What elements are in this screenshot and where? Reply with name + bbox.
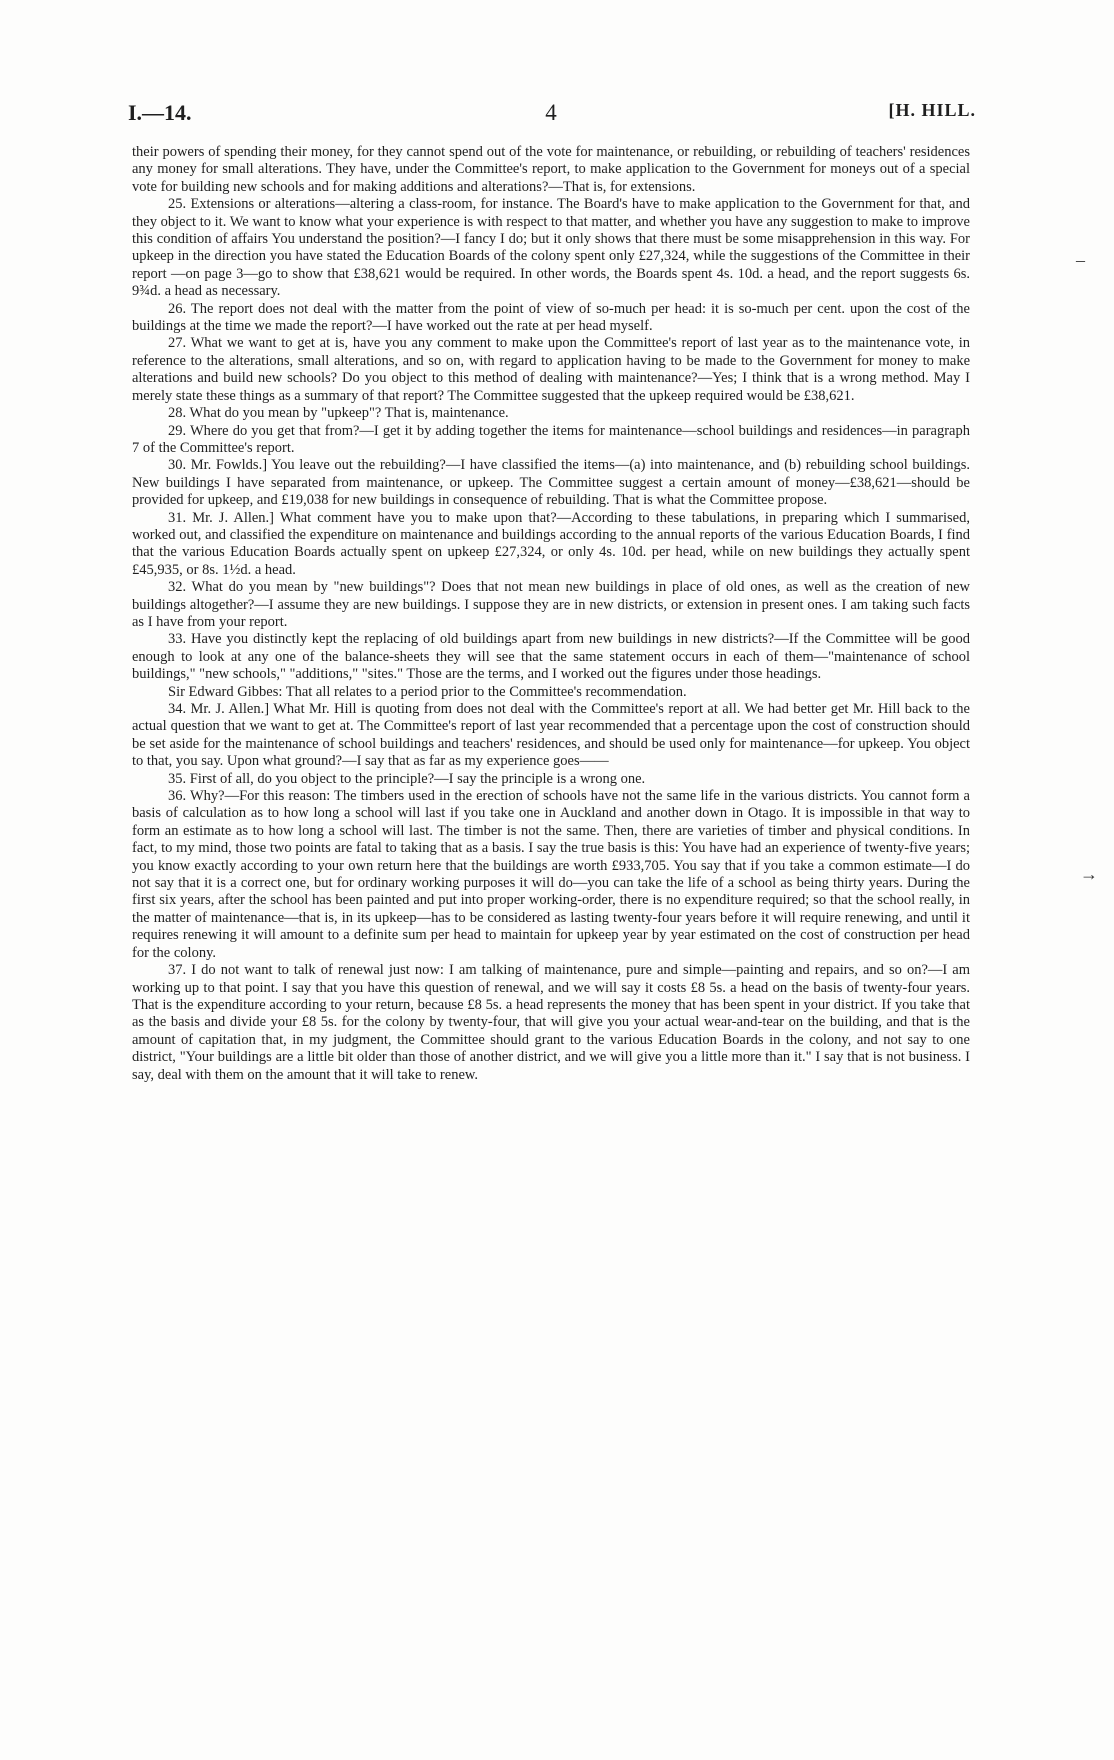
paragraph-33: 33. Have you distinctly kept the replacing of old buildings apart from new buildings in new districts?—If the Committee will be good enough to look at any one of the balance-sheets they will see that the same statement occurs in each of them—"maintenance of school buildings," "new schools," "additions," "sites." Those are the terms, and I worked out the figures under those headings. <box>132 631 970 683</box>
paragraph-29: 29. Where do you get that from?—I get it by adding together the items for maintenance—school buildings and residences—in paragraph 7 of the Committee's report. <box>132 422 970 456</box>
paragraph-34: 34. Mr. J. Allen.] What Mr. Hill is quoting from does not deal with the Committee's report at all. We had better get Mr. Hill back to the actual question that we want to get at. The Committee's report of last year recommended that a percentage upon the cost of construction should be set aside for the maintenance of school buildings and teachers' residences, and should be used only for maintenance—for upkeep. You object to that, you say. Upon what ground?—I say that as far as my experience goes—— <box>132 701 970 770</box>
paragraph-28: 28. What do you mean by "upkeep"? That is, maintenance. <box>168 405 509 422</box>
paragraph-30: 30. Mr. Fowlds.] You leave out the rebuilding?—I have classified the items—(a) into maintenance, and (b) rebuilding school buildings. New buildings I have separated from maintenance, or upkeep. The Committee suggest a certain amount of money—£38,621—should be provided for upkeep, and £19,038 for new buildings in consequence of rebuilding. That is what the Committee propose. <box>132 457 970 509</box>
document-reference: I.—14. <box>128 100 192 125</box>
paragraph-37: 37. I do not want to talk of renewal just now: I am talking of maintenance, pure and simple—painting and repairs, and so on?—I am working up to that point. I say that you have this question of renewal, and we will say it costs £8 5s. a head on the basis of twenty-four years. That is the expenditure according to your return, because £8 5s. a head represents the money that has been spent in your district. If you take that as the basis and divide your £8 5s. for the colony by twenty-four, that will give you your actual wear-and-tear on the building, and that is the amount of capitation that, in my judgment, the Committee should grant to the various Education Boards in the colony, and not say to one district, "Your buildings are a little bit older than those of another district, and we will give you a little more than it." I say that is not business. I say, deal with them on the amount that it will take to renew. <box>132 962 970 1083</box>
paragraph-36: 36. Why?—For this reason: The timbers used in the erection of schools have not the same life in the various districts. You cannot form a basis of calculation as to how long a school will last if you take one in Auckland and another down in Otago. It is impossible in that way to form an estimate as to how long a school will last. The timber is not the same. Then, there are varieties of timber and physical conditions. In fact, to my mind, those two points are fatal to taking that as a basis. I say the true basis is this: You have had an experience of twenty-five years; you know exactly according to your own return here that the buildings are worth £933,705. You say that if you take a common estimate—I do not say that it is a correct one, but for ordinary working purposes it will do—you can take the life of a school as being thirty years. During the first six years, after the school has been painted and put into proper working-order, there is no expenditure required; so that the school really, in the matter of maintenance—that is, in its upkeep—has to be considered as lasting twenty-four years before it will require renewing, and until it requires renewing it will amount to a definite sum per head to maintain for upkeep year by year estimated on the cost of construction per head for the colony. <box>132 788 970 961</box>
page-header <box>128 100 974 134</box>
paragraph-26: 26. The report does not deal with the matter from the point of view of so-much per head: it is so-much per cent. upon the cost of the buildings at the time we made the report?—I have worked out the rate at per head myself. <box>132 300 970 335</box>
document-body <box>132 144 970 1084</box>
paragraph-sir-edward-gibbes: Sir Edward Gibbes: That all relates to a period prior to the Committee's recommendation. <box>168 683 687 700</box>
page-number: 4 <box>545 100 557 125</box>
witness-name: [H. HILL. <box>888 100 976 120</box>
paragraph-25: 25. Extensions or alterations—altering a class-room, for instance. The Board's have to make application to the Government for that, and they object to it. We want to know what your experience is with respect to that matter, and whether you have any suggestion to make to improve this condition of affairs You understand the position?—I fancy I do; but it only shows that there must be some misapprehension in this way. For upkeep in the direction you have stated the Education Boards of the colony spent only £27,324, while the suggestions of the Committee in their report —on page 3—go to show that £38,621 would be required. In other words, the Boards spent 4s. 10d. a head, and the report suggests 6s. 9¾d. a head as necessary. <box>132 196 970 300</box>
paragraph-32: 32. What do you mean by "new buildings"? Does that not mean new buildings in place of old ones, as well as the creation of new buildings altogether?—I assume they are new buildings. I suppose they are in new districts, or extension in present ones. I am taking such facts as I have from your report. <box>132 579 970 630</box>
paragraph-27: 27. What we want to get at is, have you any comment to make upon the Committee's report of last year as to the maintenance vote, in reference to the alterations, small alterations, and so on, with regard to application having to be made to the Government for money to make alterations and build new schools? Do you object to this method of dealing with maintenance?—Yes; I think that is a wrong method. May I merely state these things as a summary of that report? The Committee suggested that the upkeep required would be £38,621. <box>132 335 970 404</box>
margin-arrow: → <box>1080 864 1098 884</box>
margin-mark: – <box>1076 250 1085 270</box>
paragraph-continuation: their powers of spending their money, for they cannot spend out of the vote for maintenance, or rebuilding, or rebuilding of teachers' residences any money for small alterations. They have, under the Committee's report, to make application to the Government for moneys out of a special vote for building new schools and for making additions and alterations?—That is, for extensions. <box>132 144 970 195</box>
paragraph-31: 31. Mr. J. Allen.] What comment have you to make upon that?—According to these tabulations, in preparing which I summarised, worked out, and classified the expenditure on maintenance and buildings according to the annual reports of the various Education Boards, I find that the various Education Boards actually spent on upkeep £27,324, or only 4s. 10d. per head, while on new buildings they actually spent £45,935, or 8s. 1½d. a head. <box>132 509 970 578</box>
paragraph-35: 35. First of all, do you object to the principle?—I say the principle is a wrong one. <box>168 770 646 787</box>
